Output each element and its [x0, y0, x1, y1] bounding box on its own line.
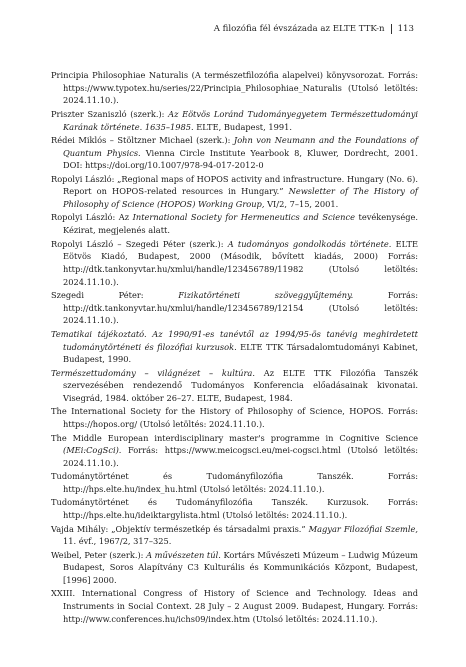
reference-text: Vienna Circle Institute Yearbook 8, Kluwer, Dordrecht, 2001. DOI: https://doi.org/10.1007/978-94-017-2012-0: [63, 147, 418, 171]
running-header: [214, 24, 414, 34]
header-divider: [391, 24, 392, 34]
reference-entry: [51, 69, 418, 107]
reference-text: Principia Philosophiae Naturalis (A természetfilozófia alapelvei) könyvsorozat. Forrás: https://www.typotex.hu/series/22/Principia_Philosophiae_Naturalis (Utolsó letöltés: 2024.11.10.).: [51, 70, 418, 106]
reference-entry: [51, 238, 418, 289]
reference-text: 11. évf., 1967/2, 317–325.: [63, 536, 172, 547]
reference-text: VI/2, 7–15, 2001.: [264, 199, 339, 210]
reference-text: Rédei Miklós – Stöltzner Michael (szerk.):: [51, 134, 234, 145]
reference-text: Kortárs Művészeti Múzeum – Ludwig Múzeum Budapest, Soros Alapítvány C3 Kulturális és Kommunikációs Központ, Budapest, [1996] 2000.: [63, 549, 418, 586]
reference-entry: [51, 367, 418, 405]
running-title: A filozófia fél évszázada az ELTE TTK-n: [213, 24, 385, 34]
reference-list: [51, 69, 418, 626]
reference-text: The International Society for the History of Philosophy of Science, HOPOS. Forrás: https://hopos.org/ (Utolsó letöltés: 2024.11.10.).: [51, 406, 418, 430]
reference-text: Ropolyi László: Az: [51, 212, 133, 223]
reference-italic-text: Természettudomány – világnézet – kultúra.: [51, 367, 255, 378]
reference-text: Ropolyi László – Szegedi Péter (szerk.):: [51, 238, 228, 249]
reference-italic-text: (MEi:CogSci).: [63, 445, 122, 456]
reference-entry: [51, 587, 418, 625]
reference-entry: [51, 523, 418, 548]
reference-italic-text: Az Eötvös Loránd Tudományegyetem Természettudományi Karának története. 1635–1985.: [63, 108, 418, 132]
reference-entry: [51, 432, 418, 470]
reference-entry: [51, 173, 418, 211]
reference-text: ELTE, Budapest, 1991.: [193, 121, 292, 132]
reference-italic-text: Magyar Filozófiai Szemle,: [308, 523, 419, 534]
reference-entry: [51, 108, 418, 133]
reference-text: Az ELTE TTK Filozófia Tanszék szervezésében rendezendő Tudományos Konferencia előadásainak kivonatai. Visegrád, 1984. október 26–27. ELTE, Budapest, 1984.: [63, 367, 418, 404]
page-number: 113: [397, 24, 414, 34]
reference-text: Weibel, Peter (szerk.):: [51, 549, 147, 560]
reference-italic-text: John von Neumann and the Foundations of Quantum Physics.: [63, 134, 418, 158]
reference-italic-text: Fizikatörténeti szöveggyűjtemény.: [178, 290, 354, 301]
reference-text: ELTE TTK Társadalomtudományi Kabinet, Budapest, 1990.: [63, 341, 418, 365]
reference-entry: [51, 496, 418, 521]
reference-text: Forrás: https://www.meicogsci.eu/mei-cogsci.html (Utolsó letöltés: 2024.11.10.).: [63, 445, 418, 468]
reference-italic-text: A tudományos gondolkodás története.: [227, 238, 392, 249]
reference-entry: [51, 289, 418, 327]
reference-text: ELTE Eötvös Kiadó, Budapest, 2000 (Második, bővített kiadás, 2000) Forrás: http://dtk.tankonyvtar.hu/xmlui/handle/123456789/11982 (Utolsó letöltés: 2024.11.10.).: [63, 238, 418, 287]
reference-entry: [51, 134, 418, 172]
reference-entry: [51, 211, 418, 236]
reference-italic-text: Newsletter of The History of Philosophy of Science (HOPOS) Working Group,: [63, 186, 418, 210]
reference-entry: [51, 470, 418, 495]
reference-text: Szegedi Péter:: [51, 290, 179, 301]
reference-italic-text: International Society for Hermeneutics and Science: [132, 212, 355, 223]
reference-text: Tudománytörténet és Tudományfilozófia Tanszék. Forrás: http://hps.elte.hu/index_hu.html (Utolsó letöltés: 2024.11.10.).: [51, 471, 418, 495]
reference-text: tevékenysége. Kézirat, megjelenés alatt.: [63, 212, 419, 236]
reference-text: Forrás: http://dtk.tankonyvtar.hu/xmlui/handle/123456789/12154 (Utolsó letöltés: 2024.11.10.).: [63, 290, 418, 326]
reference-italic-text: Tematikai tájékoztató. Az 1990/91-es tanévtől az 1994/95-ös tanévig meghirdetett tudománytörténeti és filozófiai kurzusok.: [51, 328, 418, 352]
reference-text: Ropolyi László: „Regional maps of HOPOS activity and infrastructure. Hungary (No. 6). Report on HOPOS-related resources in Hungary.”: [51, 173, 418, 197]
reference-entry: [51, 328, 418, 366]
reference-text: The Middle European interdisciplinary master's programme in Cognitive Science: [51, 432, 418, 443]
reference-text: Vajda Mihály: „Objektív természetkép és társadalmi praxis.”: [51, 523, 309, 534]
reference-italic-text: A művészeten túl.: [146, 549, 221, 560]
reference-text: Priszter Szaniszló (szerk.):: [51, 108, 169, 119]
reference-text: XXIII. International Congress of History of Science and Technology. Ideas and Instruments in Social Context. 28 July – 2 August 2009. Budapest, Hungary. Forrás: http://www.conferences.hu/ichs09/index.htm (Utolsó letöltés: 2024.11.10.).: [51, 588, 418, 624]
reference-entry: [51, 405, 418, 430]
reference-entry: [51, 549, 418, 587]
reference-text: Tudománytörténet és Tudományfilozófia Tanszék. Kurzusok. Forrás: http://hps.elte.hu/ideiktargylista.html (Utolsó letöltés: 2024.11.10.).: [51, 497, 418, 521]
